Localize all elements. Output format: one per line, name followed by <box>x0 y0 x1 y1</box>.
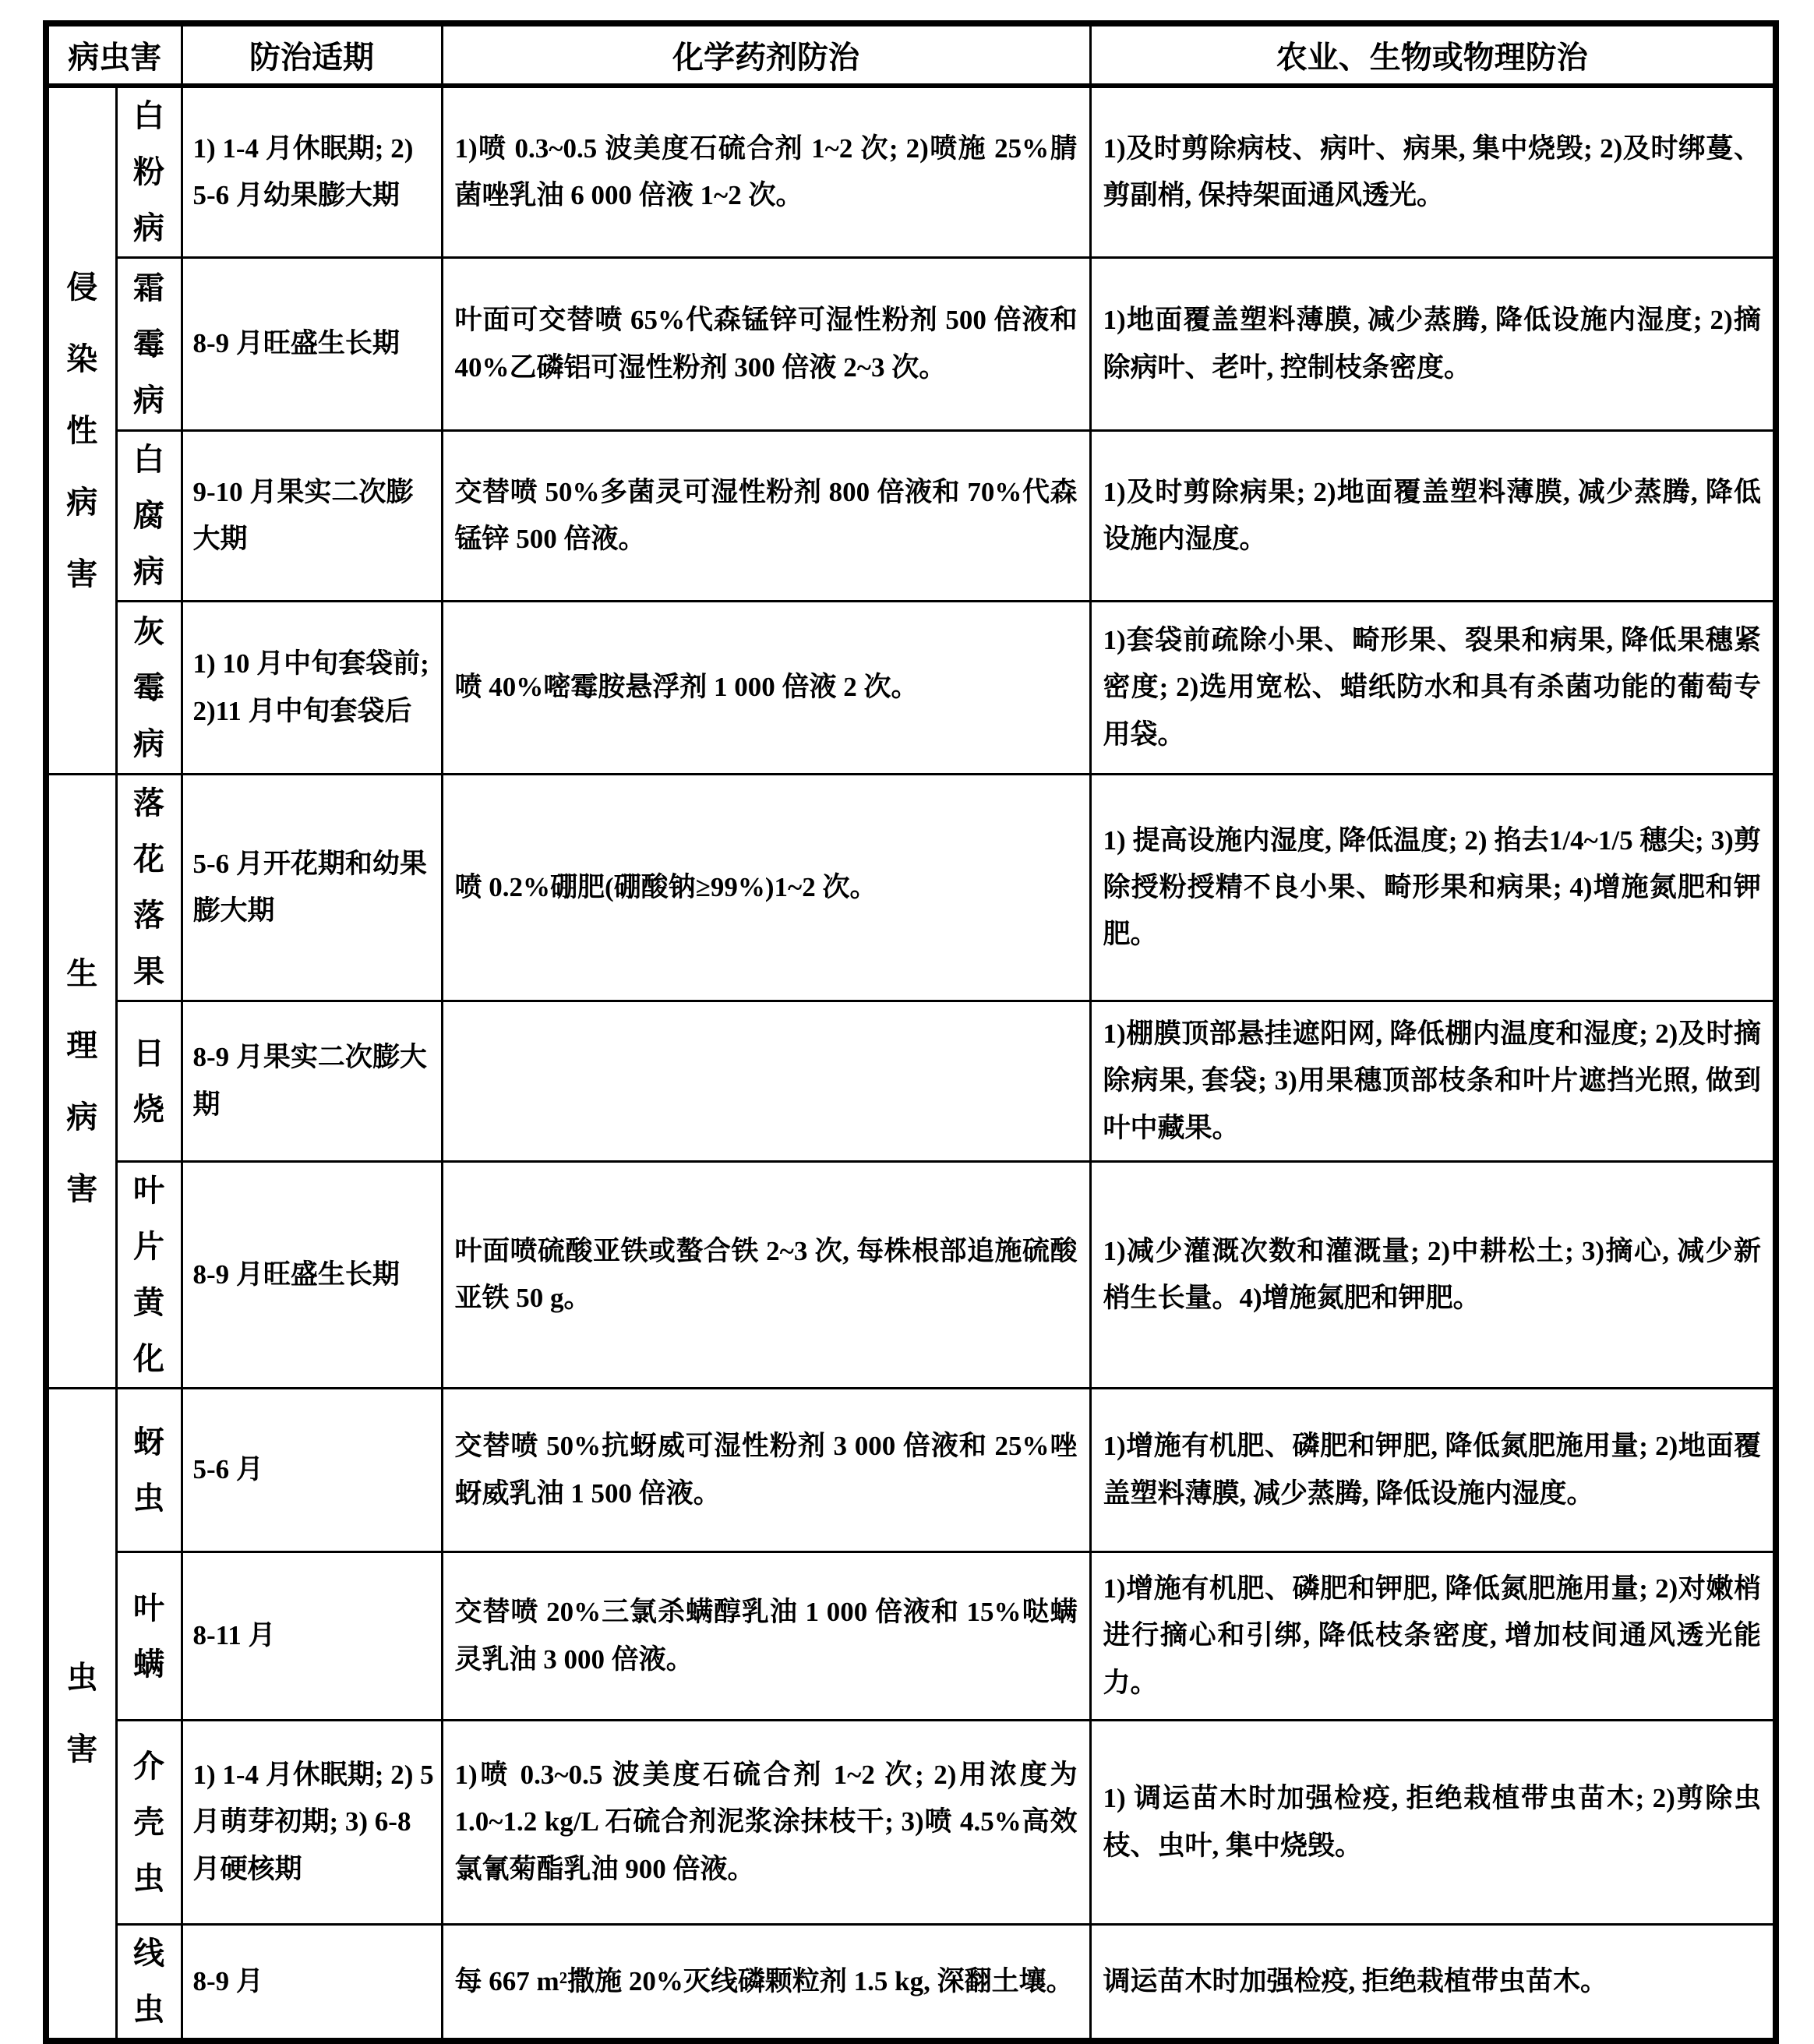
disease-cell: 霜霉病 <box>116 258 182 431</box>
chemical-cell: 每 667 m²撒施 20%灭线磷颗粒剂 1.5 kg, 深翻土壤。 <box>442 1925 1090 2042</box>
disease-cell: 线虫 <box>116 1925 182 2042</box>
table-row <box>46 1721 1776 1925</box>
agri-cell: 1)及时剪除病果; 2)地面覆盖塑料薄膜, 减少蒸腾, 降低设施内湿度。 <box>1090 431 1776 602</box>
pest-control-table <box>43 20 1779 2044</box>
table-row <box>46 86 1776 258</box>
header-row <box>46 23 1776 86</box>
chemical-cell: 叶面可交替喷 65%代森锰锌可湿性粉剂 500 倍液和 40%乙磷铝可湿性粉剂 300 倍液 2~3 次。 <box>442 258 1090 431</box>
agri-cell: 1) 提高设施内湿度, 降低温度; 2) 掐去1/4~1/5 穗尖; 3)剪除授粉授精不良小果、畸形果和病果; 4)增施氮肥和钾肥。 <box>1090 775 1776 1001</box>
chemical-cell: 交替喷 50%多菌灵可湿性粉剂 800 倍液和 70%代森锰锌 500 倍液。 <box>442 431 1090 602</box>
agri-cell: 1)增施有机肥、磷肥和钾肥, 降低氮肥施用量; 2)地面覆盖塑料薄膜, 减少蒸腾, 降低设施内湿度。 <box>1090 1389 1776 1552</box>
table-row <box>46 1925 1776 2042</box>
agri-cell: 1)地面覆盖塑料薄膜, 减少蒸腾, 降低设施内湿度; 2)摘除病叶、老叶, 控制枝条密度。 <box>1090 258 1776 431</box>
header-chemical: 化学药剂防治 <box>442 23 1090 86</box>
disease-cell: 介壳虫 <box>116 1721 182 1925</box>
table-row <box>46 1389 1776 1552</box>
agri-cell: 1) 调运苗木时加强检疫, 拒绝栽植带虫苗木; 2)剪除虫枝、虫叶, 集中烧毁。 <box>1090 1721 1776 1925</box>
group-cell-physiological: 生理病害 <box>46 775 116 1389</box>
group-cell-insect: 虫害 <box>46 1389 116 2042</box>
period-cell: 5-6 月 <box>182 1389 442 1552</box>
header-pest: 病虫害 <box>46 23 182 86</box>
period-cell: 8-9 月旺盛生长期 <box>182 258 442 431</box>
agri-cell: 1)套袋前疏除小果、畸形果、裂果和病果, 降低果穗紧密度; 2)选用宽松、蜡纸防水和具有杀菌功能的葡萄专用袋。 <box>1090 602 1776 775</box>
chemical-cell: 喷 40%嘧霉胺悬浮剂 1 000 倍液 2 次。 <box>442 602 1090 775</box>
period-cell: 1) 1-4 月休眠期; 2) 5-6 月幼果膨大期 <box>182 86 442 258</box>
period-cell: 5-6 月开花期和幼果膨大期 <box>182 775 442 1001</box>
agri-cell: 1)减少灌溉次数和灌溉量; 2)中耕松土; 3)摘心, 减少新梢生长量。4)增施氮肥和钾肥。 <box>1090 1162 1776 1389</box>
table-row <box>46 602 1776 775</box>
chemical-cell: 叶面喷硫酸亚铁或螯合铁 2~3 次, 每株根部追施硫酸亚铁 50 g。 <box>442 1162 1090 1389</box>
table-row <box>46 431 1776 602</box>
agri-cell: 调运苗木时加强检疫, 拒绝栽植带虫苗木。 <box>1090 1925 1776 2042</box>
agri-cell: 1)增施有机肥、磷肥和钾肥, 降低氮肥施用量; 2)对嫩梢进行摘心和引绑, 降低枝条密度, 增加枝间通风透光能力。 <box>1090 1552 1776 1721</box>
chemical-cell: 1)喷 0.3~0.5 波美度石硫合剂 1~2 次; 2)用浓度为 1.0~1.2 kg/L 石硫合剂泥浆涂抹枝干; 3)喷 4.5%高效氯氰菊酯乳油 900 倍液。 <box>442 1721 1090 1925</box>
table-row <box>46 1552 1776 1721</box>
disease-cell: 日烧 <box>116 1001 182 1162</box>
table-row <box>46 775 1776 1001</box>
table-row <box>46 258 1776 431</box>
disease-cell: 叶片黄化 <box>116 1162 182 1389</box>
group-cell-infectious: 侵染性病害 <box>46 86 116 775</box>
chemical-cell: 1)喷 0.3~0.5 波美度石硫合剂 1~2 次; 2)喷施 25%腈菌唑乳油 6 000 倍液 1~2 次。 <box>442 86 1090 258</box>
disease-cell: 蚜虫 <box>116 1389 182 1552</box>
disease-cell: 叶螨 <box>116 1552 182 1721</box>
period-cell: 8-9 月旺盛生长期 <box>182 1162 442 1389</box>
disease-cell: 白腐病 <box>116 431 182 602</box>
disease-cell: 灰霉病 <box>116 602 182 775</box>
period-cell: 8-9 月 <box>182 1925 442 2042</box>
period-cell: 8-9 月果实二次膨大期 <box>182 1001 442 1162</box>
chemical-cell-empty <box>442 1001 1090 1162</box>
chemical-cell: 喷 0.2%硼肥(硼酸钠≥99%)1~2 次。 <box>442 775 1090 1001</box>
header-agri: 农业、生物或物理防治 <box>1090 23 1776 86</box>
agri-cell: 1)棚膜顶部悬挂遮阳网, 降低棚内温度和湿度; 2)及时摘除病果, 套袋; 3)用果穗顶部枝条和叶片遮挡光照, 做到叶中藏果。 <box>1090 1001 1776 1162</box>
period-cell: 8-11 月 <box>182 1552 442 1721</box>
period-cell: 1) 1-4 月休眠期; 2) 5 月萌芽初期; 3) 6-8 月硬核期 <box>182 1721 442 1925</box>
disease-cell: 落花落果 <box>116 775 182 1001</box>
chemical-cell: 交替喷 50%抗蚜威可湿性粉剂 3 000 倍液和 25%唑蚜威乳油 1 500 倍液。 <box>442 1389 1090 1552</box>
agri-cell: 1)及时剪除病枝、病叶、病果, 集中烧毁; 2)及时绑蔓、剪副梢, 保持架面通风透光。 <box>1090 86 1776 258</box>
period-cell: 1) 10 月中旬套袋前; 2)11 月中旬套袋后 <box>182 602 442 775</box>
disease-cell: 白粉病 <box>116 86 182 258</box>
table-row <box>46 1162 1776 1389</box>
header-period: 防治适期 <box>182 23 442 86</box>
table-row <box>46 1001 1776 1162</box>
period-cell: 9-10 月果实二次膨大期 <box>182 431 442 602</box>
chemical-cell: 交替喷 20%三氯杀螨醇乳油 1 000 倍液和 15%哒螨灵乳油 3 000 倍液。 <box>442 1552 1090 1721</box>
